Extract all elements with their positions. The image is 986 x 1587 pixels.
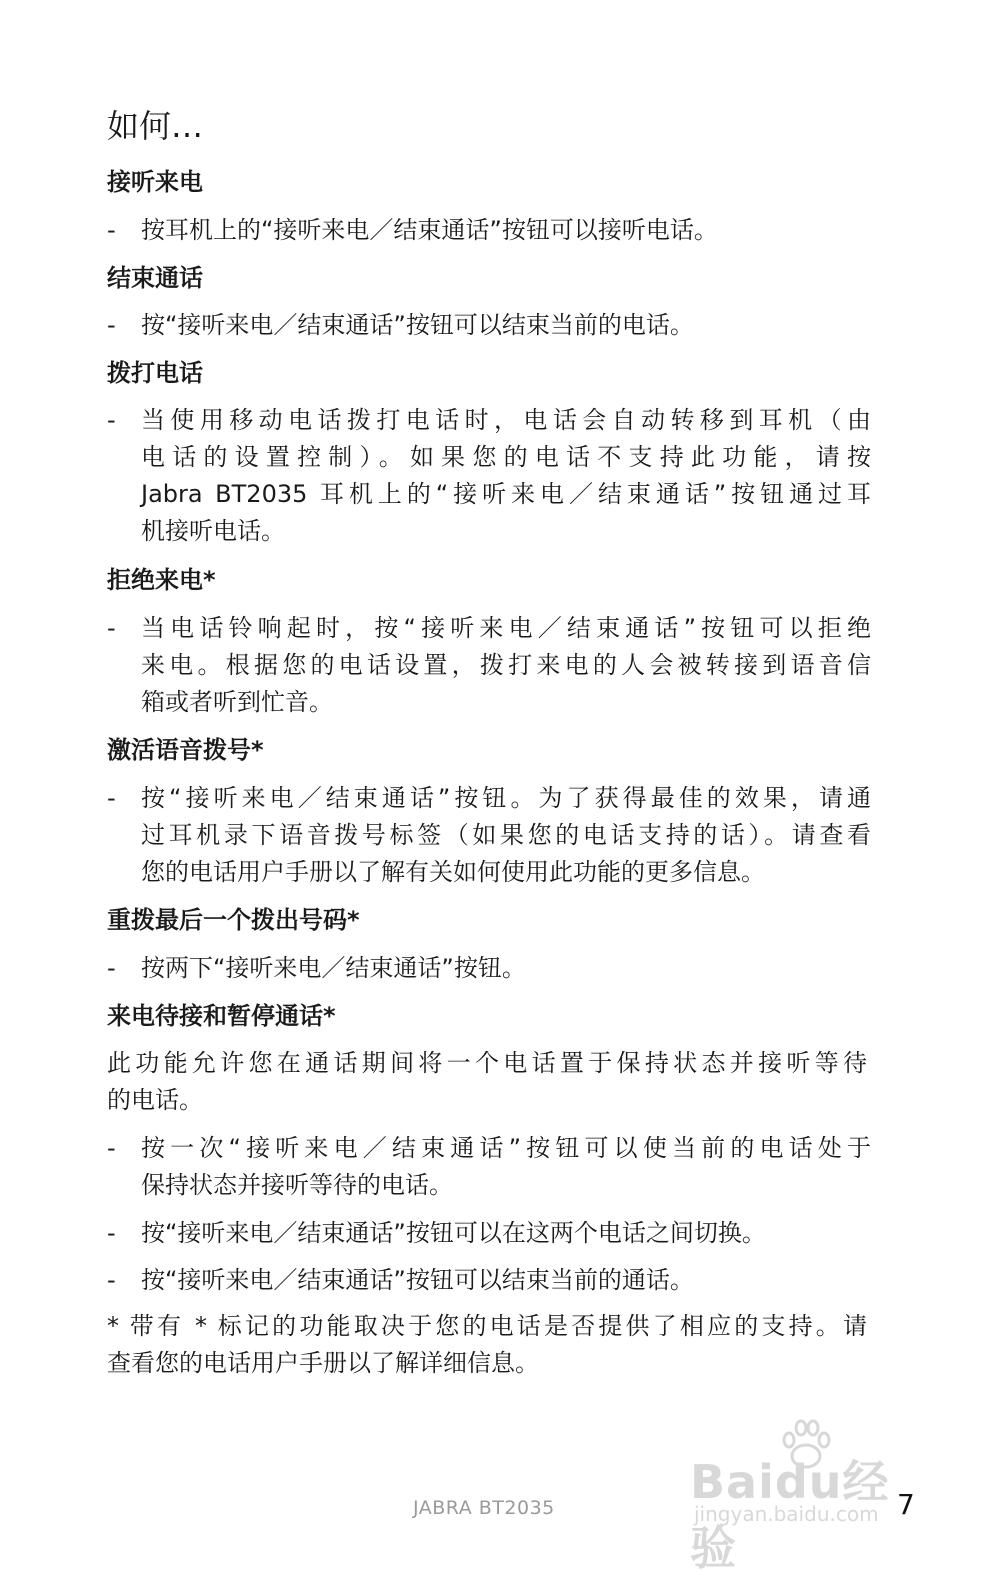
bullet-text: 按“接听来电／结束通话”按钮可以结束当前的通话。 <box>141 1266 694 1294</box>
bullet-text: 按耳机上的“接听来电／结束通话”按钮可以接听电话。 <box>141 216 718 244</box>
bullet-dash: - <box>107 406 116 434</box>
bullet-text-line: 来电。根据您的电话设置，拨打来电的人会被转接到语音信 <box>141 651 871 679</box>
bullet-text: 按两下“接听来电／结束通话”按钮。 <box>141 954 526 982</box>
section-heading-call-waiting: 来电待接和暂停通话* <box>107 1002 336 1030</box>
bullet-text-line: 机接听电话。 <box>141 517 285 545</box>
bullet-text: 按“接听来电／结束通话”按钮可以结束当前的电话。 <box>141 311 694 339</box>
section-heading-redial: 重拨最后一个拨出号码* <box>107 906 360 934</box>
page-number: 7 <box>897 1488 915 1521</box>
bullet-text-line: 按“接听来电／结束通话”按钮。为了获得最佳的效果，请通 <box>141 784 871 812</box>
bullet-dash: - <box>107 784 116 812</box>
bullet-text: 按“接听来电／结束通话”按钮可以在这两个电话之间切换。 <box>141 1219 766 1247</box>
bullet-dash: - <box>107 1134 116 1162</box>
section-intro <box>107 1045 867 1119</box>
bullet-text-line: 电话的设置控制）。如果您的电话不支持此功能，请按 <box>141 443 871 471</box>
bullet-text-line: 当电话铃响起时，按“接听来电／结束通话”按钮可以拒绝 <box>141 614 871 642</box>
bullet-text-line: 过耳机录下语音拨号标签（如果您的电话支持的话）。请查看 <box>141 821 871 849</box>
section-heading-answer-call: 接听来电 <box>107 168 203 196</box>
bullet-dash: - <box>107 216 116 244</box>
bullet-text-line: 当使用移动电话拨打电话时，电话会自动转移到耳机（由 <box>141 406 871 434</box>
section-heading-reject-call: 拒绝来电* <box>107 566 216 594</box>
intro-line: 的电话。 <box>107 1086 203 1114</box>
footnote-line: * 带有 * 标记的功能取决于您的电话是否提供了相应的支持。请 <box>107 1312 867 1340</box>
bullet-text-line: 保持状态并接听等待的电话。 <box>141 1171 453 1199</box>
footer-brand: JABRA BT2035 <box>413 1497 555 1519</box>
bullet-dash: - <box>107 954 116 982</box>
intro-line: 此功能允许您在通话期间将一个电话置于保持状态并接听等待 <box>107 1049 867 1077</box>
footnote <box>107 1308 867 1382</box>
bullet-text-line: 您的电话用户手册以了解有关如何使用此功能的更多信息。 <box>141 858 765 886</box>
bullet-dash: - <box>107 1266 116 1294</box>
bullet-text-line: 按一次“接听来电／结束通话”按钮可以使当前的电话处于 <box>141 1134 871 1162</box>
footnote-line: 查看您的电话用户手册以了解详细信息。 <box>107 1349 539 1377</box>
bullet-dash: - <box>107 614 116 642</box>
bullet-dash: - <box>107 311 116 339</box>
bullet-dash: - <box>107 1219 116 1247</box>
watermark <box>690 1416 930 1575</box>
bullet-text-line: 箱或者听到忙音。 <box>141 688 333 716</box>
section-heading-end-call: 结束通话 <box>107 264 203 292</box>
page-title: 如何… <box>107 107 204 145</box>
section-heading-voice-dial: 激活语音拨号* <box>107 736 264 764</box>
watermark-url: jingyan.baidu.com <box>694 1502 879 1526</box>
bullet-text-line: Jabra BT2035 耳机上的“接听来电／结束通话”按钮通过耳 <box>141 480 871 508</box>
section-heading-make-call: 拨打电话 <box>107 359 203 387</box>
watermark-brand: Baidu经验 <box>690 1455 890 1575</box>
